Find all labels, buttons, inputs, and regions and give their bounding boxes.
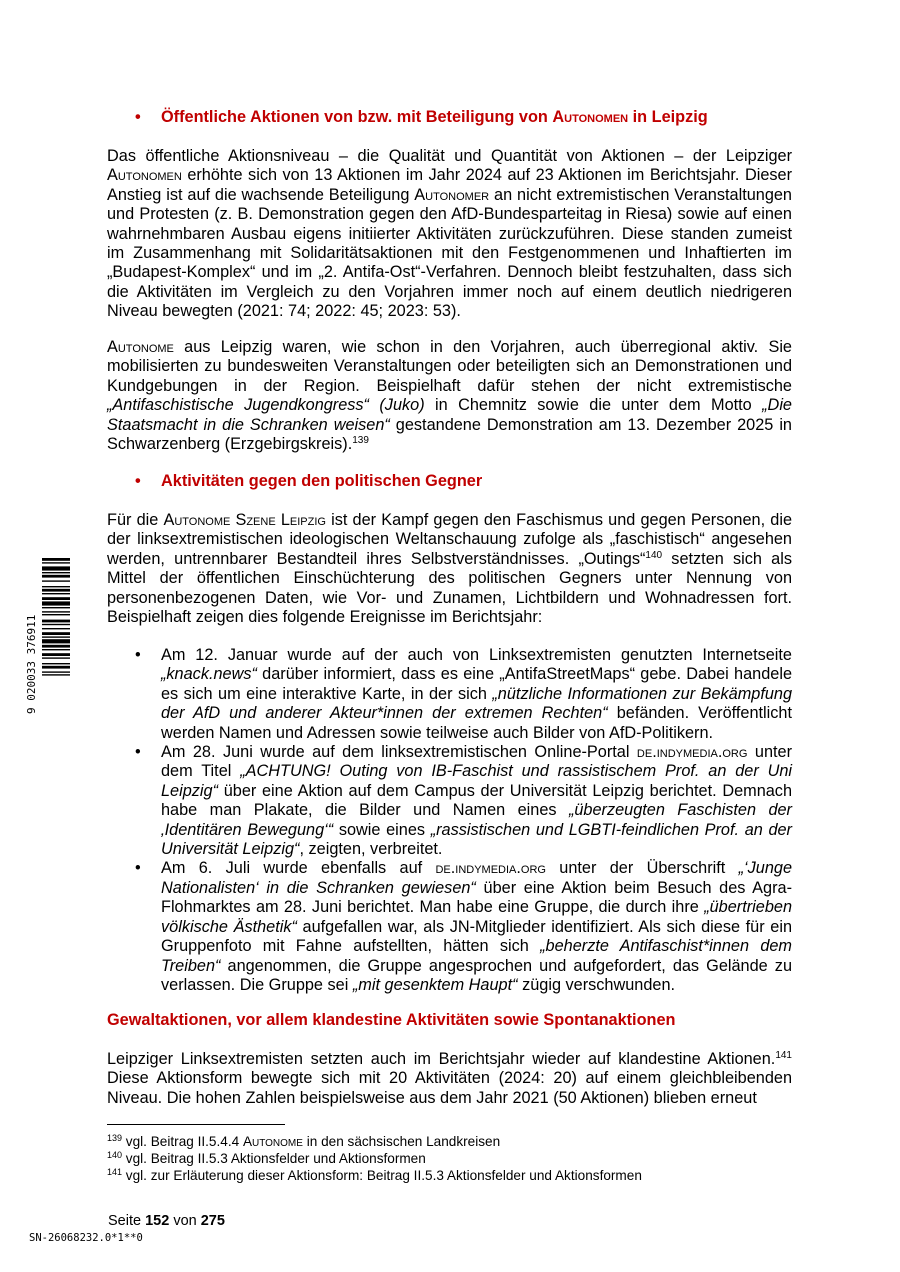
footnote-140: $^{140}$ vgl. Beitrag II.5.3 Aktionsfelder und Aktionsformen: [107, 1150, 426, 1166]
barcode-bar: [42, 572, 70, 573]
barcode-bar: [42, 663, 70, 664]
footnote-divider: [107, 1124, 285, 1125]
barcode-bar: [42, 674, 70, 675]
barcode-bar: [42, 597, 70, 600]
barcode-bar: [42, 566, 70, 570]
barcode-bar: [42, 639, 70, 643]
barcode-icon: [25, 556, 72, 716]
barcode-digits: 9 020033 376911: [25, 614, 38, 714]
barcode-bar: [42, 653, 70, 656]
barcode-bar: [42, 562, 70, 563]
paragraph-supraregional: Autonome aus Leipzig waren, wie schon in den Vorjahren, auch überregional aktiv. Sie mobilisierten zu bundesweiten Veranstaltungen oder beteiligten sich an Demonstrationen und Kundgebungen in der Region. Beispielhaft dafür stehen der nicht extremistische „Antifaschistische Jugendkongress“ (Juko) in Chemnitz sowie die unter dem Motto „Die Staatsmacht in die Schranken weisen“ gestandene Demonstration am 13. Dezember 2025 in Schwarzenberg (Erzgebirgskreis).$^{139}$: [107, 338, 792, 454]
barcode-bar: [42, 607, 70, 608]
paragraph-action-level: Das öffentliche Aktionsniveau – die Qualität und Quantität von Aktionen – der Leipziger Autonomen erhöhte sich von 13 Aktionen im Jahr 2024 auf 23 Aktionen im Berichtsjahr. Dieser Anstieg ist auf die wachsende Beteiligung Autonomer an nicht extremistischen Veranstaltungen und Protesten (z. B. Demonstration gegen den AfD-Bundesparteitag in Riesa) sowie auf einen wahrnehmbaren Ausbau eigens initiierter Aktivitäten zurückzuführen. Diese standen zumeist im Zusammenhang mit Solidaritätsaktionen mit den Festgenommenen und Inhaftierten im „Budapest-Komplex“ und im „2. Antifa-Ost“-Verfahren. Dennoch bleibt festzuhalten, dass sich die Aktivitäten im Vergleich zu den Vorjahren immer noch auf einem deutlich niedrigeren Niveau bewegten (2021: 74; 2022: 45; 2023: 53).: [107, 147, 792, 321]
bullet-icon: •: [135, 646, 141, 664]
barcode-bar: [42, 649, 70, 650]
barcode-bar: [42, 620, 70, 623]
paragraph-clandestine: Leipziger Linksextremisten setzten auch im Berichtsjahr wieder auf klandestine Aktionen.$^{141}$ Diese Aktionsform bewegte sich mit 20 Aktivitäten (2024: 20) auf einem gleichbleibenden Niveau. Die hohen Zahlen beispielsweise aus dem Jahr 2021 (50 Aktionen) blieben erneut: [107, 1050, 792, 1107]
footnote-139: $^{139}$ vgl. Beitrag II.5.4.4 Autonome in den sächsischen Landkreisen: [107, 1133, 501, 1149]
bullet-icon: •: [135, 472, 141, 490]
footnote-ref: 141: [775, 1050, 792, 1061]
list-item: • Am 6. Juli wurde ebenfalls auf de.indymedia.org unter der Überschrift „‘Junge Nationalisten‘ in die Schranken gewiesen“ über eine Aktion beim Besuch des Agra-Flohmarktes am 28. Juni berichtet. Man habe eine Gruppe, die durch ihre „übertrieben völkische Ästhetik“ aufgefallen war, als JN-Mitglieder identifiziert. Als sich diese für ein Gruppenfoto mit Fahne aufstellten, hätten sich „beherzte Antifaschist*innen dem Treiben“ angenommen, die Gruppe angesprochen und aufgefordert, das Gelände zu verlassen. Die Gruppe sei „mit gesenktem Haupt“ zügig verschwunden.: [135, 859, 792, 994]
footnote-ref: 140: [645, 549, 663, 561]
barcode-bar: [42, 624, 70, 625]
barcode-bar: [42, 611, 70, 612]
barcode-bar: [42, 593, 70, 594]
barcode-bar: [42, 614, 70, 615]
barcode-bar: [42, 575, 70, 578]
barcode-bar: [42, 558, 70, 561]
list-item: • Am 28. Juni wurde auf dem linksextremistischen Online-Portal de.indymedia.org unter dem Titel „ACHTUNG! Outing von IB-Faschist und rassistischem Prof. an der Uni Leipzig“ über eine Aktion auf dem Campus der Universität Leipzig berichtet. Demnach habe man Plakate, die Bilder und Namen eines „überzeugten Faschisten der ‚Identitären Bewegung‘“ sowie eines „rassistischen und LGBTI-feindlichen Prof. an der Universität Leipzig“, zeigten, verbreitet.: [135, 743, 793, 859]
barcode-bar: [42, 636, 70, 637]
document-id: SN-26068232.0*1**0: [29, 1232, 143, 1244]
footnote-141: $^{141}$ vgl. zur Erläuterung dieser Aktionsform: Beitrag II.5.3 Aktionsfelder und Aktionsformen: [107, 1167, 642, 1183]
barcode-bar: [42, 645, 70, 648]
events-list: [135, 646, 793, 995]
barcode-bar: [42, 628, 70, 629]
list-item: • Am 12. Januar wurde auf der auch von Linksextremisten genutzten Internetseite „knack.news“ darüber informiert, dass es eine „AntifaStreetMaps“ gebe. Dabei handele es sich um eine interaktive Karte, in der sich „nützliche Informationen zur Bekämpfung der AfD und anderer Akteur*innen der extremen Rechten“ befänden. Veröffentlicht werden Namen und Adressen sowie teilweise auch Bilder von AfD-Politikern.: [135, 646, 793, 742]
barcode-bar: [42, 586, 70, 587]
bullet-icon: •: [135, 743, 141, 762]
barcode-bar: [42, 671, 70, 672]
bullet-icon: •: [135, 108, 141, 126]
barcode-bar: [42, 666, 70, 669]
barcode-bar: [42, 580, 70, 581]
paragraph-outings-intro: Für die Autonome Szene Leipzig ist der Kampf gegen den Faschismus und gegen Personen, die der linksextremistischen ideologischen Weltanschauung zufolge als „faschistisch“ angesehen werden, untrennbarer Bestandteil ihres Selbstverständnisses. „Outings“$^{140}$ setzten sich als Mittel der öffentlichen Einschüchterung des politischen Gegners unter Nennung von personenbezogenen Daten, wie Vor- und Zunamen, Lichtbildern und Wohnadressen fort. Beispielhaft zeigen dies folgende Ereignisse im Berichtsjahr:: [107, 511, 792, 627]
section-heading-violent-actions: Gewaltaktionen, vor allem klandestine Aktivitäten sowie Spontanaktionen: [107, 1011, 676, 1029]
barcode-bar: [42, 601, 70, 605]
bullet-icon: •: [135, 859, 141, 878]
barcode-bar: [42, 589, 70, 592]
barcode-bar: [42, 657, 70, 658]
footnote-ref: 139: [352, 435, 369, 447]
barcode-bar: [42, 632, 70, 635]
page-number: Seite 152 von 275: [108, 1213, 225, 1229]
